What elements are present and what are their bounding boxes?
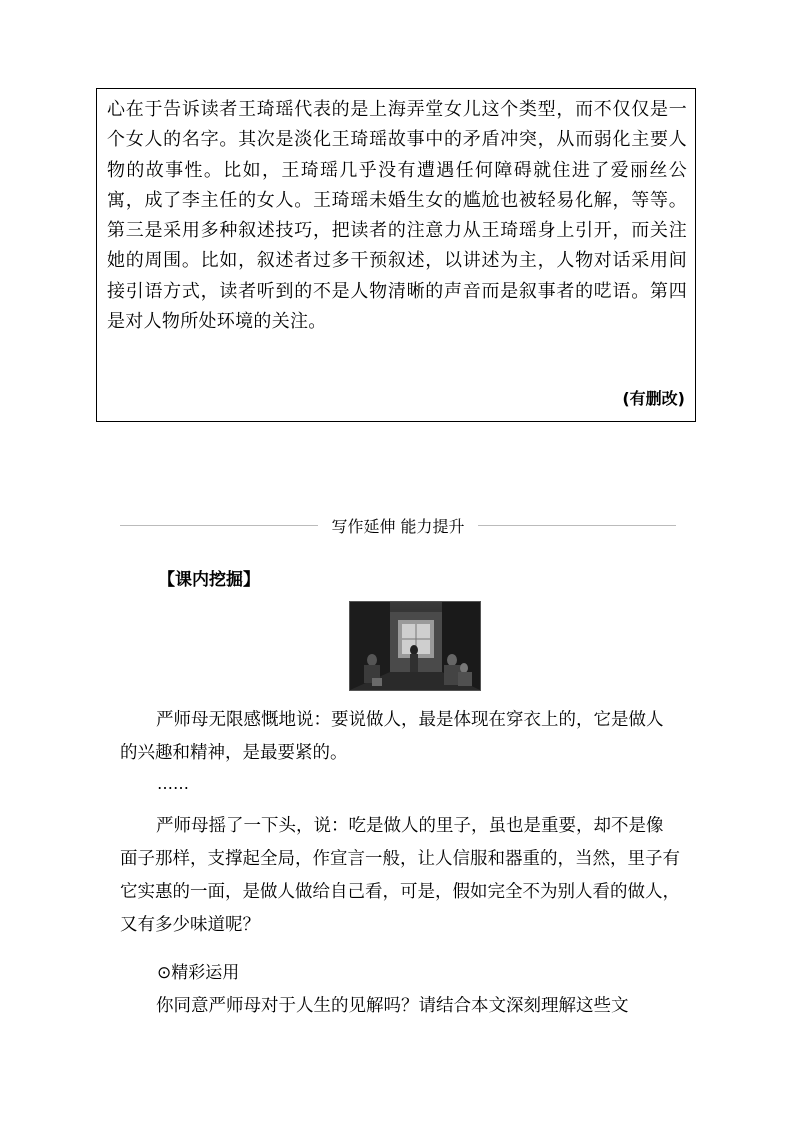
section-divider bbox=[120, 514, 676, 536]
divider-line-left bbox=[120, 525, 318, 526]
film-still-photo bbox=[349, 601, 481, 691]
excerpt-text: 心在于告诉读者王琦瑶代表的是上海弄堂女儿这个类型，而不仅仅是一个女人的名字。其次是淡化王琦瑶故事中的矛盾冲突，从而弱化主要人物的故事性。比如，王琦瑶几乎没有遭遇任何障碍就住进了爱丽丝公寓，成了李主任的女人。王琦瑶未婚生女的尴尬也被轻易化解，等等。第三是采用多种叙述技巧，把读者的注意力从王琦瑶身上引开，而关注她的周围。比如，叙述者过多干预叙述，以讲述为主，人物对话采用间接引语方式，读者听到的不是人物清晰的声音而是叙事者的呓语。第四是对人物所处环境的关注。 bbox=[107, 99, 687, 333]
subheading-application: ⊙精彩运用 bbox=[157, 963, 240, 983]
section-title: 写作延伸 能力提升 bbox=[331, 517, 465, 536]
ellipsis: …… bbox=[157, 774, 189, 793]
excerpt-source: (有删改) bbox=[622, 389, 685, 408]
paragraph-dialogue-1: 严师母无限感慨地说：要说做人，最是体现在穿衣上的，它是做人的兴趣和精神，是最要紧的。 bbox=[120, 710, 664, 763]
paragraph-question: 你同意严师母对于人生的见解吗？请结合本文深刻理解这些文 bbox=[156, 996, 629, 1016]
divider-line-right bbox=[478, 525, 676, 526]
excerpt-box bbox=[96, 88, 696, 422]
section-heading: 【课内挖掘】 bbox=[158, 570, 260, 590]
paragraph-dialogue-2: 严师母摇了一下头，说：吃是做人的里子，虽也是重要，却不是像面子那样，支撑起全局，作宣言一般，让人信服和器重的，当然，里子有它实惠的一面，是做人做给自己看，可是，假如完全不为别人看的做人，又有多少味道呢？ bbox=[120, 816, 680, 935]
